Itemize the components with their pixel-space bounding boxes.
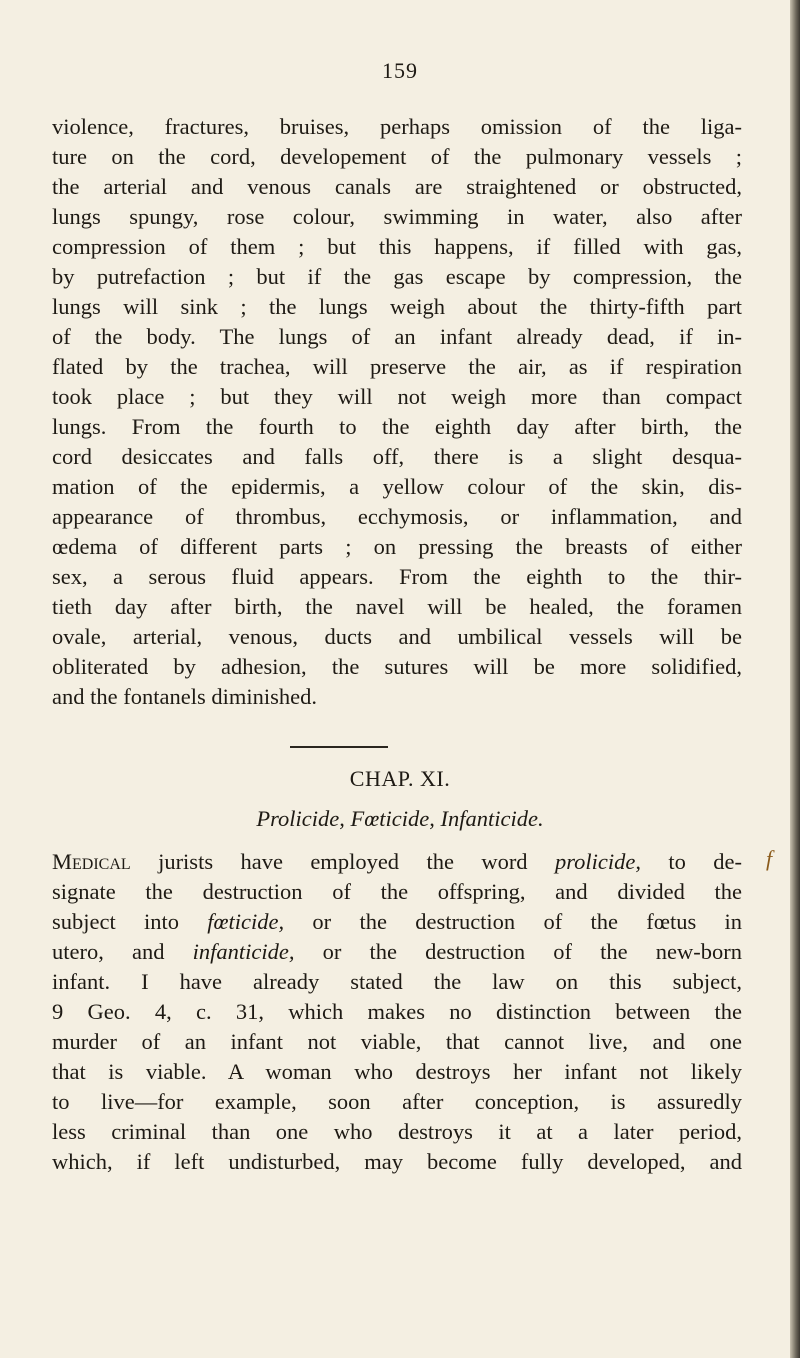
- text-line: by putrefaction ; but if the gas escape by compression, the: [52, 264, 742, 289]
- text-line: lungs. From the fourth to the eighth day after birth, the: [52, 414, 742, 439]
- chapter-paragraph: [52, 847, 742, 1177]
- text-line: appearance of thrombus, ecchymosis, or inflammation, and: [52, 504, 742, 529]
- italic-term: fœticide,: [207, 909, 285, 934]
- margin-mark: f: [766, 846, 773, 871]
- text-line: ture on the cord, developement of the pulmonary vessels ;: [52, 144, 742, 169]
- text-line: cord desiccates and falls off, there is a slight desqua-: [52, 444, 742, 469]
- chapter-subtitle: Prolicide, Fœticide, Infanticide.: [256, 806, 544, 831]
- text-line: of the body. The lungs of an infant already dead, if in-: [52, 324, 742, 349]
- text-line: took place ; but they will not weigh more than compact: [52, 384, 742, 409]
- text-line: that is viable. A woman who destroys her infant not likely: [52, 1059, 742, 1084]
- text-line: sex, a serous fluid appears. From the eighth to the thir-: [52, 564, 742, 589]
- text-line: infant. I have already stated the law on this subject,: [52, 969, 742, 994]
- text-line: obliterated by adhesion, the sutures will be more solidified,: [52, 654, 742, 679]
- text-line: 9 Geo. 4, c. 31, which makes no distinction between the: [52, 999, 742, 1024]
- text-line: Medical jurists have employed the word prolicide, to de-: [52, 849, 742, 874]
- text-line: and the fontanels diminished.: [52, 684, 317, 709]
- paragraph-continuation: [52, 112, 742, 712]
- text-line: utero, and infanticide, or the destruction of the new-born: [52, 939, 742, 964]
- text-line: murder of an infant not viable, that cannot live, and one: [52, 1029, 742, 1054]
- chapter-heading: CHAP. XI.: [349, 766, 451, 791]
- text-line: flated by the trachea, will preserve the air, as if respiration: [52, 354, 742, 379]
- text-line: mation of the epidermis, a yellow colour of the skin, dis-: [52, 474, 742, 499]
- text-line: less criminal than one who destroys it at a later period,: [52, 1119, 742, 1144]
- page-number: 159: [382, 58, 418, 83]
- text-line: lungs spungy, rose colour, swimming in water, also after: [52, 204, 742, 229]
- text-line: violence, fractures, bruises, perhaps omission of the liga-: [52, 114, 742, 139]
- section-divider: [290, 746, 388, 748]
- text-line: ovale, arterial, venous, ducts and umbilical vessels will be: [52, 624, 742, 649]
- text-line: compression of them ; but this happens, if filled with gas,: [52, 234, 742, 259]
- opening-word: Medical: [52, 849, 131, 874]
- text-line: which, if left undisturbed, may become fully developed, and: [52, 1149, 742, 1174]
- text-line: lungs will sink ; the lungs weigh about the thirty-fifth part: [52, 294, 742, 319]
- italic-term: infanticide,: [192, 939, 295, 964]
- text-line: to live—for example, soon after conception, is assuredly: [52, 1089, 742, 1114]
- text-line: signate the destruction of the offspring, and divided the: [52, 879, 742, 904]
- text-line: œdema of different parts ; on pressing the breasts of either: [52, 534, 742, 559]
- book-edge-shadow: [790, 0, 800, 1358]
- text-line: subject into fœticide, or the destruction of the fœtus in: [52, 909, 743, 934]
- italic-term: prolicide,: [554, 849, 641, 874]
- text-line: tieth day after birth, the navel will be healed, the foramen: [52, 594, 742, 619]
- text-line: the arterial and venous canals are straightened or obstructed,: [52, 174, 742, 199]
